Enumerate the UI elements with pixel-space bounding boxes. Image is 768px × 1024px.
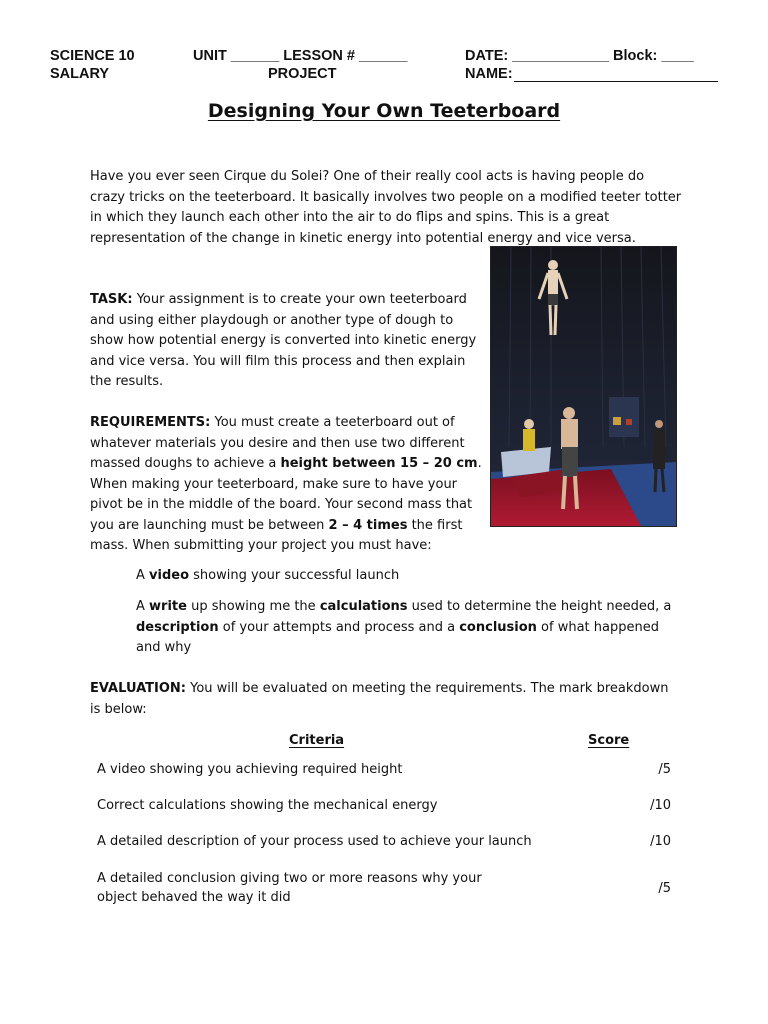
name-label: NAME: bbox=[465, 66, 513, 82]
deliverable-writeup: A write up showing me the calculations used to determine the height needed, a description of your attempts and process and a conclusion of what happened and why bbox=[136, 599, 672, 655]
rubric-criteria: Correct calculations showing the mechanical energy bbox=[97, 798, 438, 813]
name-blank-line bbox=[514, 65, 718, 82]
page-title: Designing Your Own Teeterboard bbox=[207, 100, 561, 122]
rubric-criteria: A detailed description of your process used to achieve your launch bbox=[97, 834, 532, 849]
teeterboard-photo-illustration bbox=[491, 247, 676, 526]
rubric-score: /5 bbox=[658, 762, 671, 777]
intro-paragraph: Have you ever seen Cirque du Solei? One of their really cool acts is having people do crazy tricks on the teeterboard. It basically involves two people on a modified teeter totter in which they launch each other into the air to do flips and spins. This is a great representation of the change in kinetic energy into potential energy and vice versa. bbox=[90, 169, 682, 246]
teeterboard-photo bbox=[490, 246, 677, 527]
course-label: SCIENCE 10 bbox=[50, 48, 135, 64]
rubric-row bbox=[97, 869, 671, 909]
rubric-score: /5 bbox=[658, 881, 671, 896]
rubric-score: /10 bbox=[650, 798, 671, 813]
evaluation-label: EVALUATION: bbox=[90, 681, 186, 696]
unit-lesson-label: UNIT ______ LESSON # ______ bbox=[193, 48, 408, 64]
project-type-label: PROJECT bbox=[268, 66, 337, 82]
rubric-criteria: A video showing you achieving required height bbox=[97, 762, 403, 777]
criteria-header: Criteria bbox=[289, 733, 345, 748]
rubric-row bbox=[97, 832, 671, 852]
teacher-label: SALARY bbox=[50, 66, 110, 82]
rubric-score: /10 bbox=[650, 834, 671, 849]
rubric-criteria: A detailed conclusion giving two or more reasons why your object behaved the way it did bbox=[97, 871, 482, 905]
evaluation-paragraph: EVALUATION: You will be evaluated on meeting the requirements. The mark breakdown is below: bbox=[90, 681, 669, 717]
rubric-row bbox=[97, 760, 671, 780]
requirements-label: REQUIREMENTS: bbox=[90, 415, 211, 430]
score-header: Score bbox=[588, 733, 630, 748]
height-requirement: height between 15 – 20 cm bbox=[280, 456, 478, 471]
mass-ratio-requirement: 2 – 4 times bbox=[328, 517, 408, 533]
requirements-paragraph: REQUIREMENTS: You must create a teeterboard out of whatever materials you desire and then use two different massed doughs to achieve a height between 15 – 20 cm. When making your teeterboard, make sure to have your pivot be in the middle of the board. Your second mass that you are launching must be between 2 – 4 times the first mass. When submitting your project you must have: bbox=[90, 415, 482, 553]
date-block-label: DATE: ____________ Block: ____ bbox=[465, 48, 694, 64]
task-paragraph: TASK: Your assignment is to create your own teeterboard and using either playdough or another type of dough to show how potential energy is converted into kinetic energy and vice versa. You will film this process and then explain the results. bbox=[90, 292, 477, 389]
task-label: TASK: bbox=[90, 292, 133, 307]
deliverable-video: A video showing your successful launch bbox=[136, 568, 400, 583]
rubric-row bbox=[97, 796, 671, 816]
